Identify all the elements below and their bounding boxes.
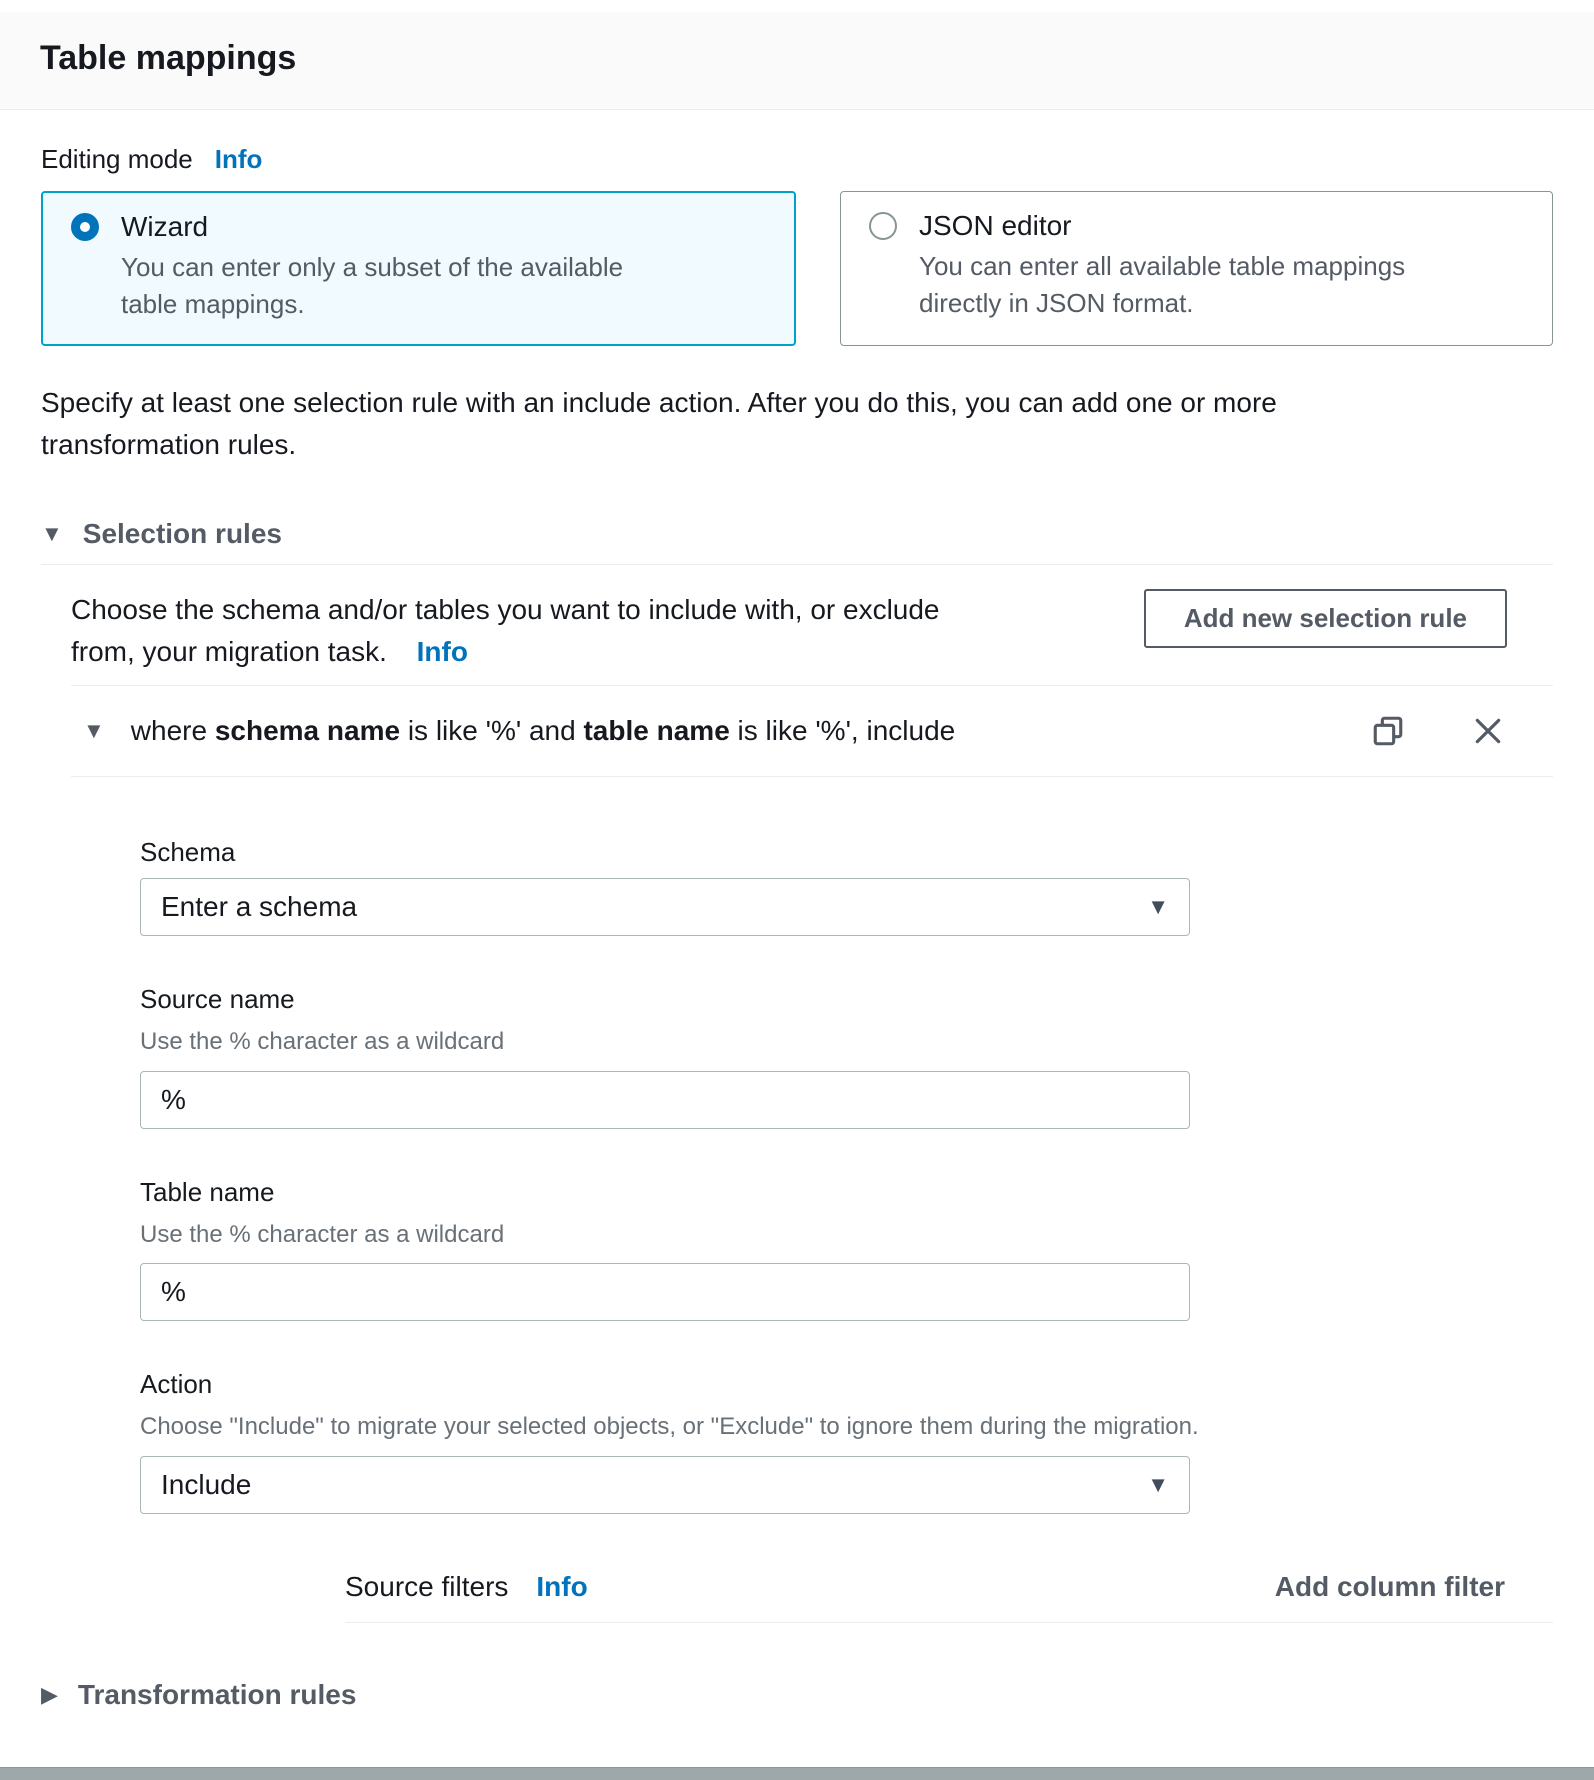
panel-header <box>0 12 1594 110</box>
add-new-selection-rule-button[interactable]: Add new selection rule <box>1144 589 1507 648</box>
json-editor-option-description: You can enter all available table mappings directly in JSON format. <box>919 250 1406 319</box>
selection-rule-card <box>71 685 1553 1623</box>
table-name-field-group <box>140 1177 1553 1322</box>
source-filters-divider <box>345 1622 1553 1623</box>
page-title: Table mappings <box>40 39 297 77</box>
source-filters-info-link[interactable]: Info <box>536 1570 588 1602</box>
rule-summary-table-name: table name <box>583 715 730 747</box>
selection-rule-summary <box>131 715 1369 747</box>
selection-rules-description <box>71 589 986 673</box>
dropdown-caret-icon: ▼ <box>1147 1471 1169 1497</box>
selection-rule-form <box>71 837 1553 1623</box>
table-mappings-panel <box>0 144 1594 1711</box>
json-editor-radio-unselected[interactable] <box>869 212 897 240</box>
intro-text: Specify at least one selection rule with an include action. After you do this, you can add one or more transformation rules. <box>41 387 1277 461</box>
rule-summary-schema-name: schema name <box>214 715 401 747</box>
source-filters-block <box>140 1570 1553 1623</box>
action-dropdown-value: Include <box>161 1468 252 1500</box>
source-name-field-group <box>140 984 1553 1129</box>
bottom-section-edge <box>0 1767 1594 1780</box>
schema-dropdown-value: Enter a schema <box>161 891 358 923</box>
schema-label: Schema <box>140 837 236 868</box>
wizard-option-label: Wizard <box>121 210 209 242</box>
editing-mode-row <box>41 144 1553 175</box>
action-dropdown[interactable] <box>140 1456 1190 1514</box>
selection-rules-title: Selection rules <box>82 518 282 550</box>
json-editor-option-label: JSON editor <box>919 209 1072 241</box>
rule-summary-text: is like '%', include <box>729 715 956 747</box>
add-column-filter-button[interactable]: Add column filter <box>1269 1570 1511 1604</box>
chevron-right-icon: ▶ <box>41 1681 58 1707</box>
rule-summary-text: where <box>130 715 215 747</box>
selection-rule-summary-row <box>71 686 1553 777</box>
json-editor-option-card[interactable] <box>840 191 1553 346</box>
wizard-radio-selected[interactable] <box>71 213 99 241</box>
source-filters-label: Source filters <box>345 1570 509 1602</box>
transformation-rules-title: Transformation rules <box>77 1678 357 1710</box>
editing-mode-options <box>41 191 1553 346</box>
action-help: Choose "Include" to migrate your selected objects, or "Exclude" to ignore them during the migration. <box>140 1413 1199 1441</box>
selection-rules-description-row <box>41 589 1553 673</box>
wizard-option-description: You can enter only a subset of the available table mappings. <box>121 251 624 320</box>
top-strip <box>0 0 1594 12</box>
editing-mode-label: Editing mode <box>41 143 193 174</box>
duplicate-rule-icon[interactable] <box>1369 712 1407 750</box>
selection-rules-info-link[interactable]: Info <box>416 636 468 668</box>
schema-dropdown[interactable] <box>140 878 1190 936</box>
selection-rules-section-header[interactable] <box>41 518 1553 550</box>
table-name-label: Table name <box>140 1176 275 1207</box>
remove-rule-close-icon[interactable] <box>1469 712 1507 750</box>
action-field-group <box>140 1369 1553 1514</box>
source-name-input[interactable] <box>140 1071 1190 1129</box>
section-divider <box>41 564 1553 565</box>
rule-actions <box>1369 712 1507 750</box>
source-name-label: Source name <box>140 984 295 1015</box>
chevron-down-icon: ▼ <box>41 521 63 547</box>
schema-field-group <box>140 837 1553 936</box>
rule-expand-chevron-down-icon[interactable]: ▼ <box>83 718 105 744</box>
wizard-option-card[interactable] <box>41 191 796 346</box>
source-name-help: Use the % character as a wildcard <box>140 1028 505 1056</box>
transformation-rules-section-header[interactable] <box>41 1679 1553 1711</box>
editing-mode-info-link[interactable]: Info <box>214 143 263 174</box>
rule-summary-text: is like '%' and <box>400 715 584 747</box>
table-name-help: Use the % character as a wildcard <box>140 1220 505 1248</box>
dropdown-caret-icon: ▼ <box>1147 894 1169 920</box>
selection-rules-description-text: Choose the schema and/or tables you want to include with, or exclude from, your migration task. <box>71 594 940 668</box>
action-label: Action <box>140 1369 213 1400</box>
table-name-input[interactable] <box>140 1263 1190 1321</box>
